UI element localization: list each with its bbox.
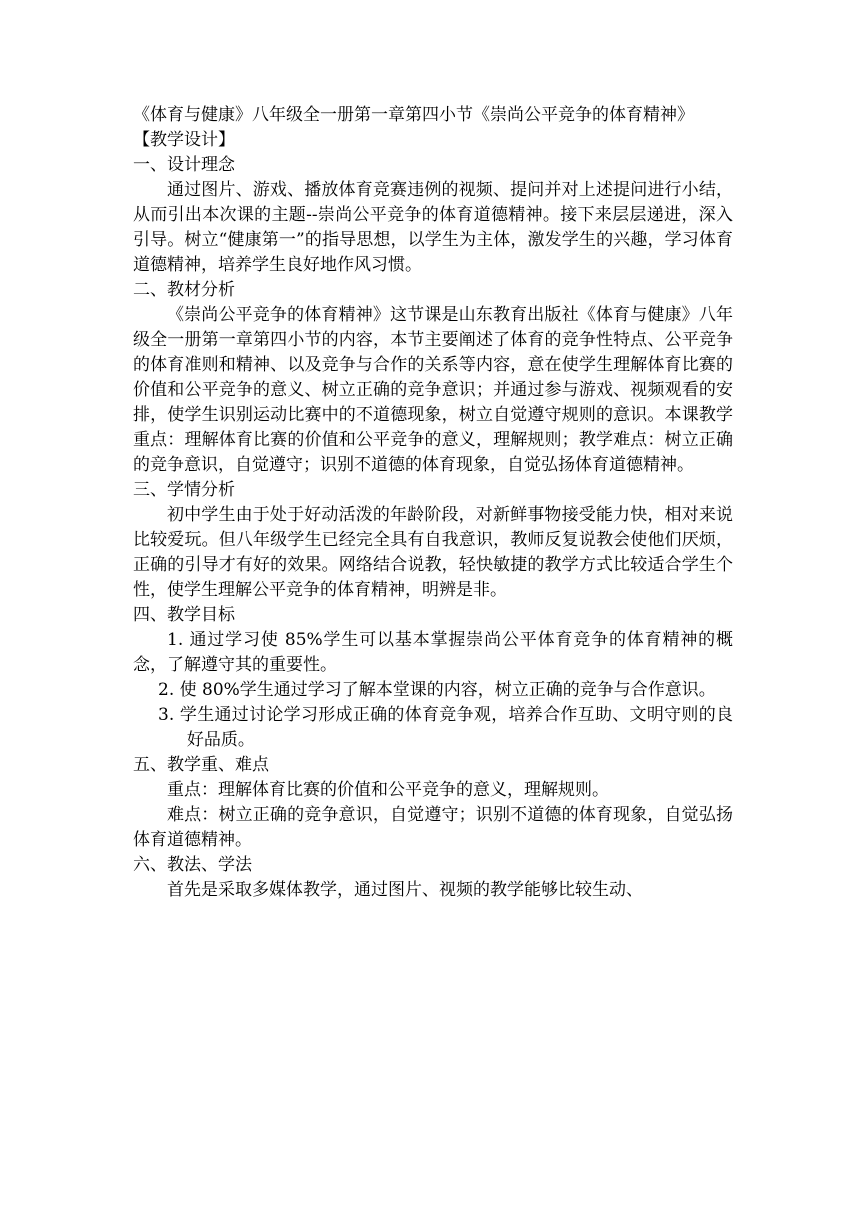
difficult-point-text: 难点：树立正确的竞争意识，自觉遵守；识别不道德的体育现象，自觉弘扬体育道德精神。 — [133, 805, 733, 850]
document-page — [133, 103, 733, 903]
heading-key-difficult: 五、教学重、难点 — [133, 755, 269, 775]
goal-item-3: 3. 学生通过讨论学习形成正确的体育竞争观，培养合作互助、文明守则的良好品质。 — [158, 705, 733, 750]
heading-methods: 六、教法、学法 — [133, 855, 252, 875]
paragraph-design-concept: 通过图片、游戏、播放体育竞赛违例的视频、提问并对上述提问进行小结，从而引出本次课的主题--崇尚公平竞争的体育道德精神。接下来层层递进，深入引导。树立“健康第一”的指导思想，以学生为主体，激发学生的兴趣，学习体育道德精神，培养学生良好地作风习惯。 — [133, 180, 733, 275]
key-point-text: 重点：理解体育比赛的价值和公平竞争的意义，理解规则。 — [167, 780, 609, 800]
goal-item-1: 1. 通过学习使 85%学生可以基本掌握崇尚公平体育竞争的体育精神的概念，了解遵守其的重要性。 — [133, 630, 733, 675]
heading-teaching-goals: 四、教学目标 — [133, 605, 235, 625]
paragraph-methods: 首先是采取多媒体教学，通过图片、视频的教学能够比较生动、 — [167, 880, 643, 900]
document-title: 《体育与健康》八年级全一册第一章第四小节《崇尚公平竞争的体育精神》 — [133, 105, 694, 125]
heading-student-analysis: 三、学情分析 — [133, 480, 235, 500]
paragraph-student-analysis: 初中学生由于处于好动活泼的年龄阶段，对新鲜事物接受能力快，相对来说比较爱玩。但八年级学生已经完全具有自我意识，教师反复说教会使他们厌烦，正确的引导才有好的效果。网络结合说教，轻快敏捷的教学方式比较适合学生个性，使学生理解公平竞争的体育精神，明辨是非。 — [133, 505, 733, 600]
heading-material-analysis: 二、教材分析 — [133, 280, 235, 300]
section-label: 【教学设计】 — [133, 130, 235, 150]
paragraph-material-analysis: 《崇尚公平竞争的体育精神》这节课是山东教育出版社《体育与健康》八年级全一册第一章第四小节的内容，本节主要阐述了体育的竞争性特点、公平竞争的体育准则和精神、以及竞争与合作的关系等内容，意在使学生理解体育比赛的价值和公平竞争的意义、树立正确的竞争意识；并通过参与游戏、视频观看的安排，使学生识别运动比赛中的不道德现象，树立自觉遵守规则的意识。本课教学重点：理解体育比赛的价值和公平竞争的意义，理解规则；教学难点：树立正确的竞争意识，自觉遵守；识别不道德的体育现象，自觉弘扬体育道德精神。 — [133, 305, 733, 475]
heading-design-concept: 一、设计理念 — [133, 155, 235, 175]
goal-item-2: 2. 使 80%学生通过学习了解本堂课的内容，树立正确的竞争与合作意识。 — [158, 680, 716, 700]
